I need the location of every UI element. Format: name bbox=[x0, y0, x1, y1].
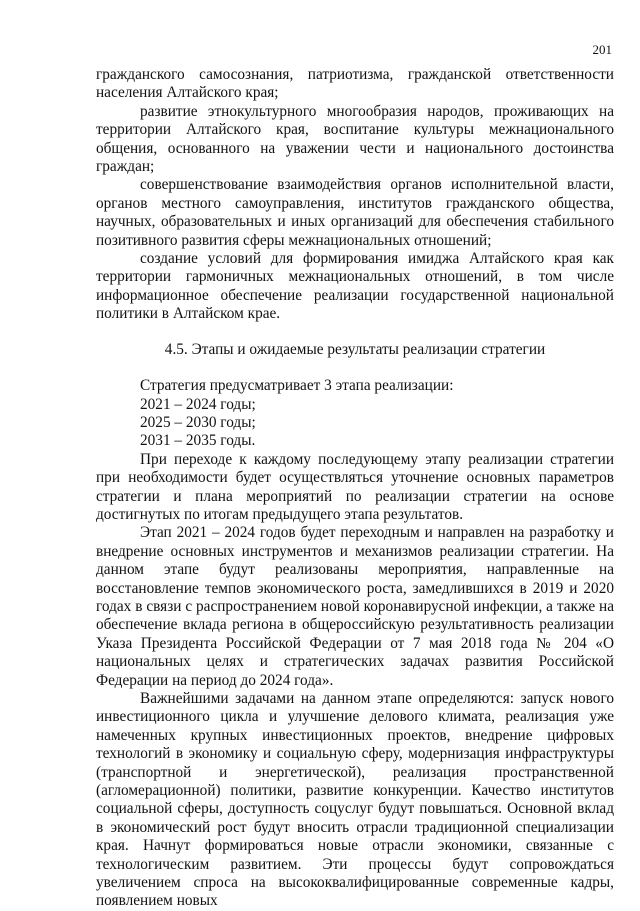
paragraph: гражданского самосознания, патриотизма, гражданской ответственности населения Алтайского края; bbox=[96, 66, 614, 102]
page-number: 201 bbox=[592, 42, 612, 57]
paragraph: Важнейшими задачами на данном этапе определяются: запуск нового инвестиционного цикла и улучшение делового климата, реализация уже намеченных крупных инвестиционных проектов, внедрение цифровых технологий в экономику и социальную сферу, модернизация инфраструктуры (транспортной и энергетической), реализация пространственной (агломерационной) политики, развитие конкуренции. Качество институтов социальной сферы, доступность соцуслуг будут повышаться. Основной вклад в экономический рост будут вносить отрасли традиционной специализации края. Начнут формироваться новые отрасли экономики, связанные с технологическим развитием. Эти процессы будут сопровождаться увеличением спроса на высококвалифицированные современные кадры, появлением новых bbox=[96, 690, 614, 910]
stage-item: 2021 – 2024 годы; bbox=[140, 395, 256, 413]
section-heading: 4.5. Этапы и ожидаемые результаты реализации стратегии bbox=[164, 340, 546, 358]
stages-intro: Стратегия предусматривает 3 этапа реализации: bbox=[140, 377, 454, 395]
document-body bbox=[96, 66, 614, 911]
paragraph: развитие этнокультурного многообразия народов, проживающих на территории Алтайского края, воспитание культуры межнационального общения, основанного на уважении чести и национального достоинства граждан; bbox=[96, 102, 614, 176]
stages-list bbox=[96, 396, 614, 451]
paragraph: Этап 2021 – 2024 годов будет переходным и направлен на разработку и внедрение основных инструментов и механизмов реализации стратегии. На данном этапе будут реализованы мероприятия, направленные на восстановление темпов экономического роста, замедлившихся в 2019 и 2020 годах в связи с распространением новой коронавирусной инфекции, а также на обеспечение вклада региона в общероссийскую результативность реализации Указа Президента Российской Федерации от 7 мая 2018 года № 204 «О национальных целях и стратегических задачах развития Российской Федерации на период до 2024 года». bbox=[96, 524, 614, 689]
paragraph: При переходе к каждому последующему этапу реализации стратегии при необходимости будет осуществляться уточнение основных параметров стратегии и плана мероприятий по реализации стратегии на основе достигнутых по итогам предыдущего этапа результатов. bbox=[96, 450, 614, 523]
stage-item: 2031 – 2035 годы. bbox=[140, 432, 256, 450]
paragraph: совершенствование взаимодействия органов исполнительной власти, органов местного самоуправления, институтов гражданского общества, научных, образовательных и иных организаций для обеспечения стабильного позитивного развития сферы межнациональных отношений; bbox=[96, 176, 614, 249]
stage-item: 2025 – 2030 годы; bbox=[140, 413, 256, 431]
paragraph: создание условий для формирования имиджа Алтайского края как территории гармоничных межнациональных отношений, в том числе информационное обеспечение реализации государственной национальной политики в Алтайском крае. bbox=[96, 250, 614, 323]
